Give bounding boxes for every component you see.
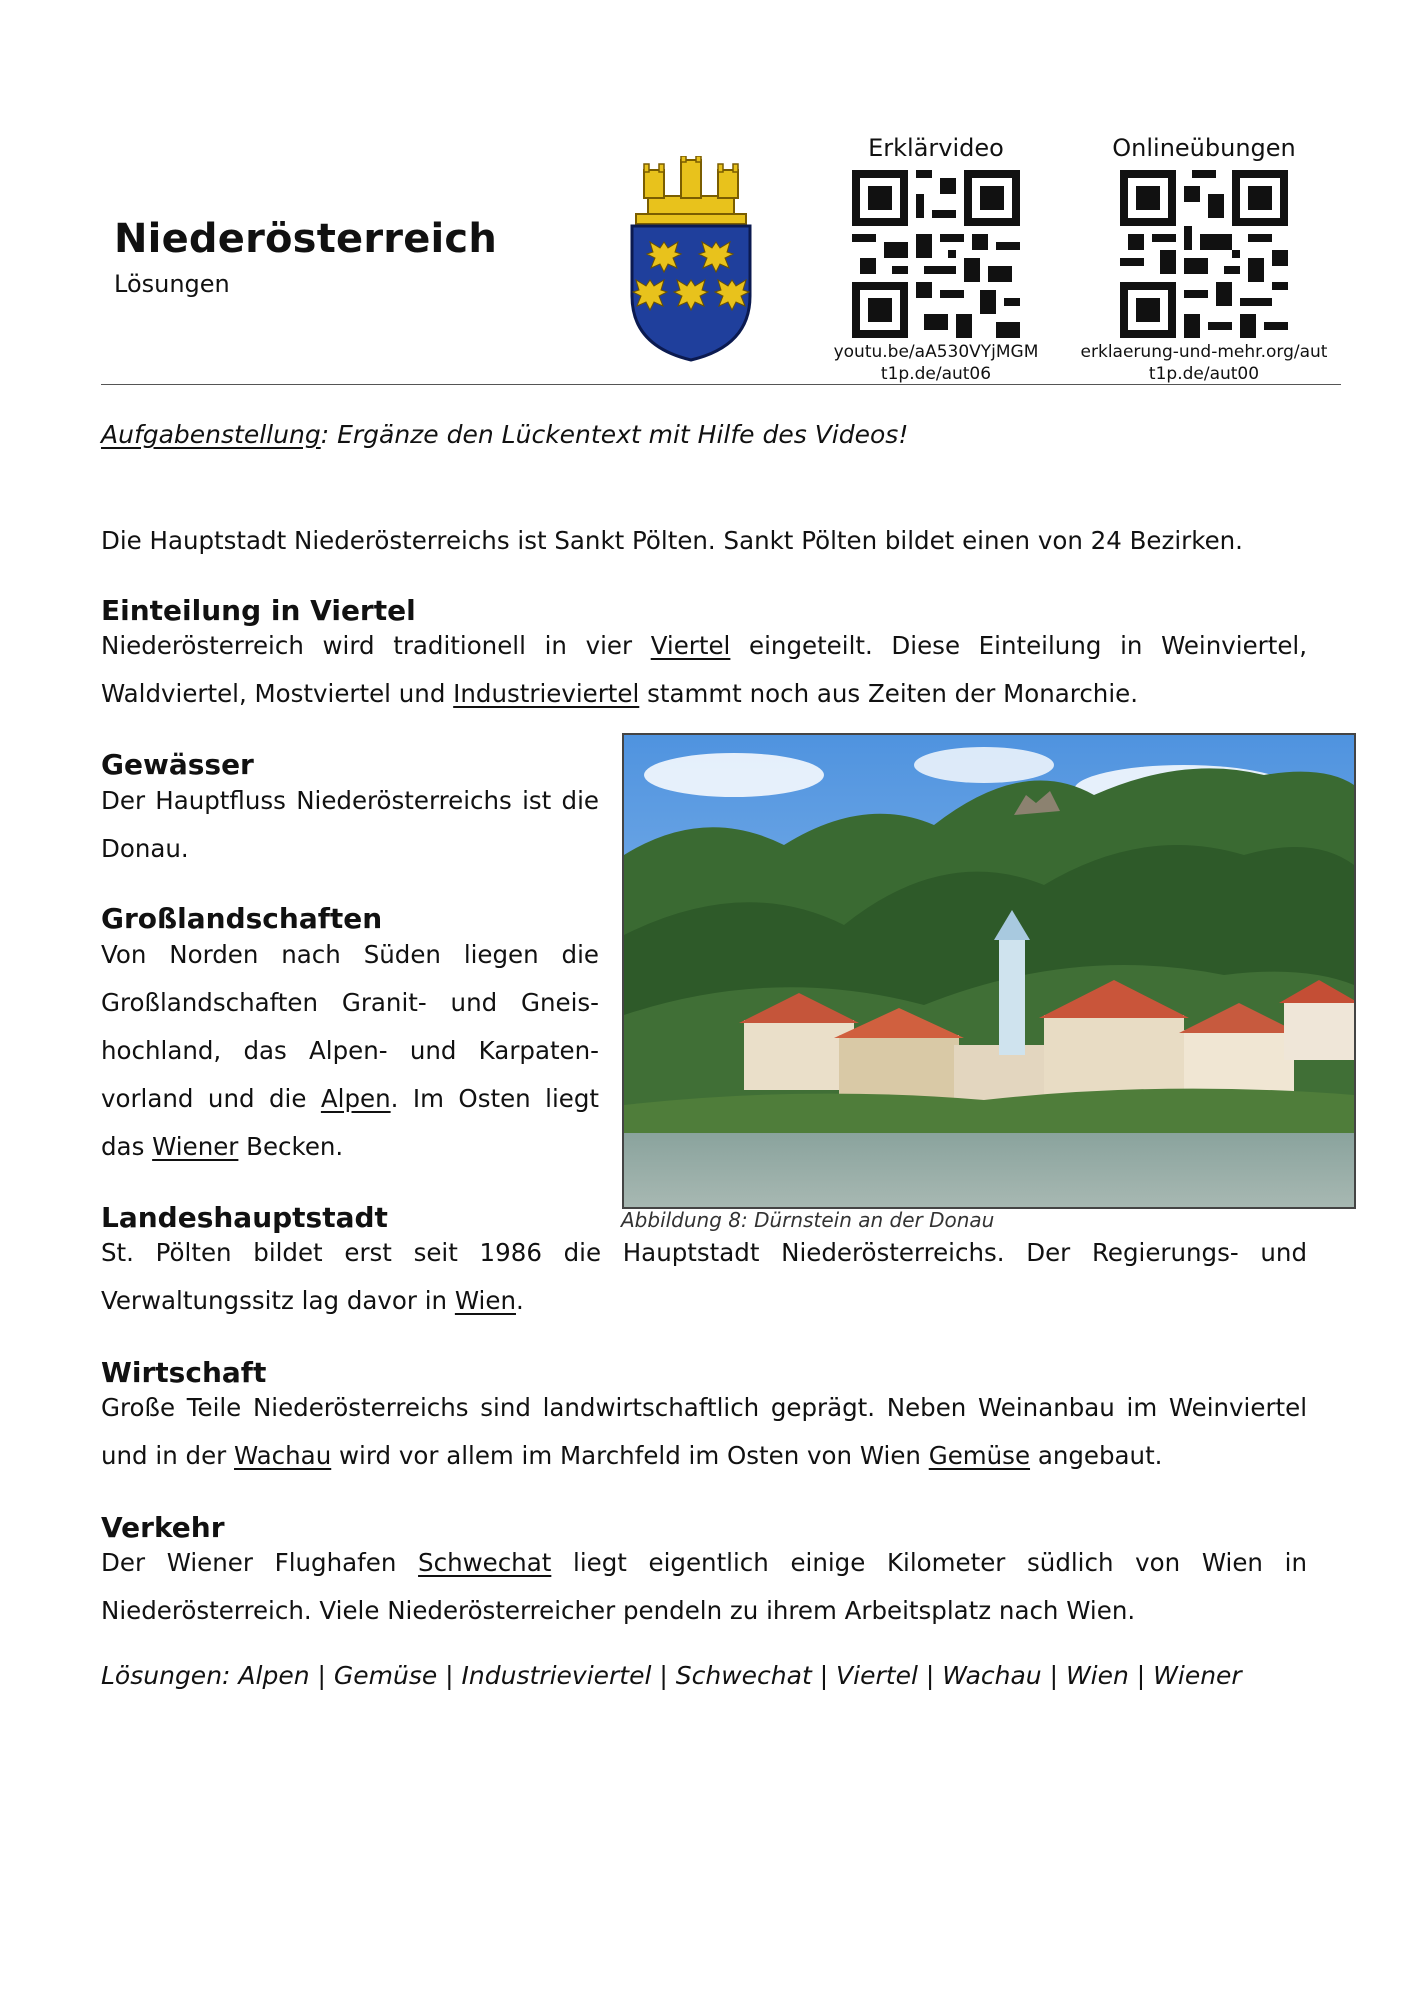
answer-alpen: Alpen (320, 1084, 391, 1113)
qr-video-url[interactable]: youtu.be/aA530VYjMGM (833, 342, 1039, 362)
answer-industrieviertel: Industrieviertel (453, 679, 640, 708)
qr-code-online-icon[interactable] (1120, 170, 1288, 338)
qr-code-video-icon[interactable] (852, 170, 1020, 338)
qr-online-url[interactable]: erklaerung-und-mehr.org/aut (1080, 342, 1328, 362)
figure-caption: Abbildung 8: Dürnstein an der Donau (621, 1208, 995, 1232)
answer-viertel: Viertel (650, 631, 731, 660)
paragraph-viertel: Niederösterreich wird traditionell in vier Viertel eingeteilt. Diese Einteilung in Weinviertel, Waldviertel, Mostviertel und Industrieviertel stammt noch aus Zeiten der Monarchie. (101, 631, 1307, 708)
heading-wirtschaft: Wirtschaft (101, 1356, 267, 1389)
heading-landschaften: Großlandschaften (101, 902, 383, 935)
paragraph-landschaften: Von Norden nach Süden liegen die Großlandschaften Granit- und Gneis-hochland, das Alpen- und Karpaten-vorland und die Alpen. Im Osten liegt das Wiener Becken. (101, 940, 599, 1161)
intro-paragraph: Die Hauptstadt Niederösterreichs ist Sankt Pölten. Sankt Pölten bildet einen von 24 Bezirken. (101, 526, 1243, 555)
paragraph-gewaesser: Der Hauptfluss Niederösterreichs ist die Donau. (101, 786, 599, 863)
paragraph-wirtschaft: Große Teile Niederösterreichs sind landwirtschaftlich geprägt. Neben Weinanbau im Weinviertel und in der Wachau wird vor allem im Marchfeld im Osten von Wien Gemüse angebaut. (101, 1393, 1307, 1470)
page-title: Niederösterreich (114, 216, 498, 262)
task-instruction (101, 420, 908, 449)
qr-online-short-url[interactable]: t1p.de/aut00 (1148, 364, 1260, 384)
paragraph-verkehr: Der Wiener Flughafen Schwechat liegt eigentlich einige Kilometer südlich von Wien in Niederösterreich. Viele Niederösterreicher pendeln zu ihrem Arbeitsplatz nach Wien. (101, 1548, 1307, 1625)
answer-wiener: Wiener (152, 1132, 239, 1161)
heading-gewaesser: Gewässer (101, 748, 254, 781)
heading-viertel: Einteilung in Viertel (101, 594, 416, 627)
page-subtitle: Lösungen (114, 270, 230, 298)
solutions-line: Lösungen: Alpen | Gemüse | Industrieviertel | Schwechat | Viertel | Wachau | Wien | Wiener (101, 1661, 1242, 1690)
task-text: : Ergänze den Lückentext mit Hilfe des Videos! (320, 420, 909, 449)
answer-wien: Wien (454, 1286, 516, 1315)
header-divider (101, 384, 1341, 385)
coat-of-arms-icon (628, 156, 754, 362)
paragraph-hauptstadt: St. Pölten bildet erst seit 1986 die Hauptstadt Niederösterreichs. Der Regierungs- und Verwaltungssitz lag davor in Wien. (101, 1238, 1307, 1315)
answer-wachau: Wachau (234, 1441, 332, 1470)
qr-video-short-url[interactable]: t1p.de/aut06 (880, 364, 992, 384)
heading-verkehr: Verkehr (101, 1511, 225, 1544)
duernstein-photo (622, 733, 1356, 1209)
qr-online-label: Onlineübungen (1112, 134, 1296, 162)
qr-video-label: Erklärvideo (868, 134, 1004, 162)
heading-hauptstadt: Landeshauptstadt (101, 1201, 388, 1234)
answer-schwechat: Schwechat (418, 1548, 552, 1577)
task-label: Aufgabenstellung (101, 420, 321, 449)
answer-gemuese: Gemüse (928, 1441, 1031, 1470)
